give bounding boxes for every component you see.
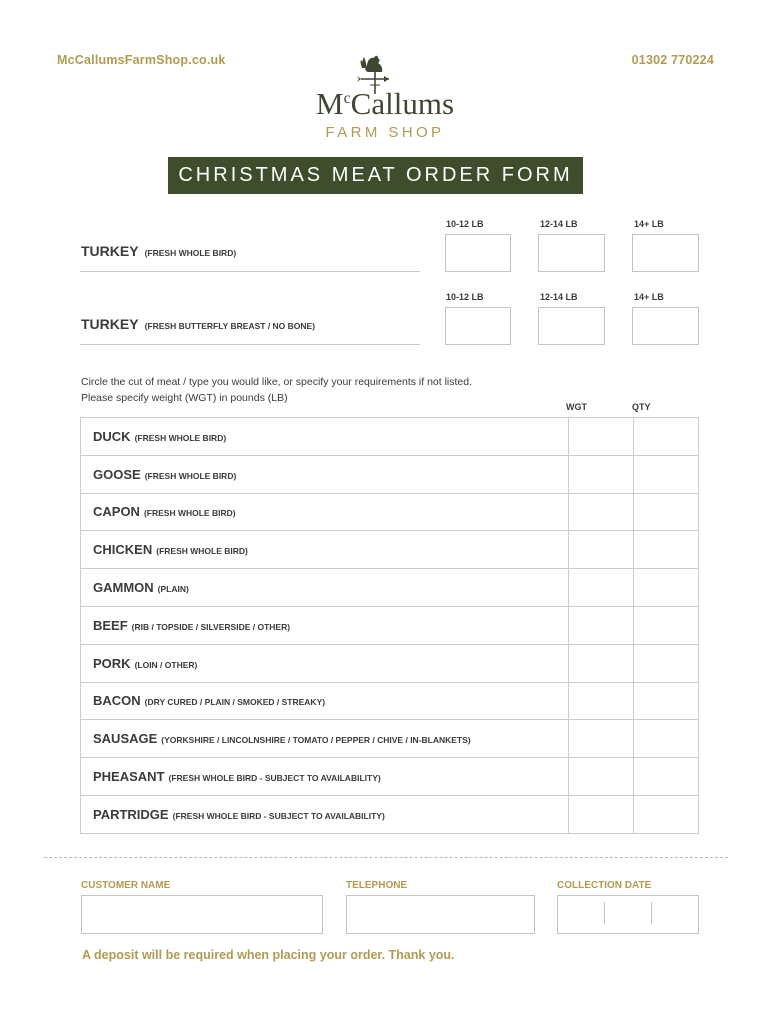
meat-name-cell <box>81 795 569 833</box>
meat-name-cell <box>81 531 569 569</box>
turkey-butterfly-note: (FRESH BUTTERFLY BREAST / NO BONE) <box>144 321 316 331</box>
table-row <box>81 531 699 569</box>
logo-wordmark <box>0 86 770 122</box>
logo-mc: M <box>315 86 344 121</box>
turkey-whole-underline <box>80 271 420 272</box>
quantity-input-cell[interactable] <box>634 531 699 569</box>
meat-note: (FRESH WHOLE BIRD) <box>143 508 236 519</box>
date-divider-2 <box>651 902 652 924</box>
meat-note: (FRESH WHOLE BIRD - SUBJECT TO AVAILABILITY) <box>168 773 381 784</box>
quantity-input-cell[interactable] <box>634 569 699 607</box>
table-row <box>81 758 699 796</box>
telephone-label: TELEPHONE <box>346 880 408 891</box>
quantity-input-cell[interactable] <box>634 720 699 758</box>
col-header-qty: QTY <box>632 402 651 412</box>
turkey-whole-10-12-box[interactable] <box>445 234 511 272</box>
meat-order-table <box>80 417 699 834</box>
table-row <box>81 493 699 531</box>
turkey-butterfly-name: TURKEY <box>81 316 139 332</box>
turkey-whole-note: (FRESH WHOLE BIRD) <box>144 248 237 258</box>
meat-name: DUCK <box>93 428 131 444</box>
dashed-separator <box>44 857 728 858</box>
meat-name-cell <box>81 606 569 644</box>
meat-note: (FRESH WHOLE BIRD) <box>144 470 237 481</box>
turkey-whole-12-14-box[interactable] <box>538 234 605 272</box>
deposit-note: A deposit will be required when placing your order. Thank you. <box>82 948 455 962</box>
meat-name: PARTRIDGE <box>93 806 169 822</box>
weight-input-cell[interactable] <box>569 682 634 720</box>
quantity-input-cell[interactable] <box>634 493 699 531</box>
turkey-butterfly-12-14-box[interactable] <box>538 307 605 345</box>
weight-input-cell[interactable] <box>569 644 634 682</box>
telephone-field[interactable] <box>346 895 535 934</box>
logo-c: c <box>343 90 351 107</box>
meat-name-cell <box>81 418 569 456</box>
col-header-wgt: WGT <box>566 402 587 412</box>
meat-note: (RIB / TOPSIDE / SILVERSIDE / OTHER) <box>131 621 291 632</box>
turkey-butterfly-label <box>81 316 315 332</box>
table-row <box>81 644 699 682</box>
meat-name-cell <box>81 493 569 531</box>
quantity-input-cell[interactable] <box>634 758 699 796</box>
table-row <box>81 569 699 607</box>
weight-input-cell[interactable] <box>569 493 634 531</box>
weight-input-cell[interactable] <box>569 455 634 493</box>
meat-note: (LOIN / OTHER) <box>134 659 198 670</box>
meat-name-cell <box>81 682 569 720</box>
weight-input-cell[interactable] <box>569 720 634 758</box>
size-label-10-12: 10-12 LB <box>446 219 484 229</box>
logo-callums: Callums <box>350 86 455 121</box>
meat-name: SAUSAGE <box>93 731 158 747</box>
quantity-input-cell[interactable] <box>634 455 699 493</box>
table-row <box>81 606 699 644</box>
quantity-input-cell[interactable] <box>634 795 699 833</box>
form-title-banner: CHRISTMAS MEAT ORDER FORM <box>168 157 583 194</box>
size-label-14-plus: 14+ LB <box>634 292 664 302</box>
meat-name: PORK <box>93 655 131 671</box>
turkey-butterfly-10-12-box[interactable] <box>445 307 511 345</box>
customer-name-label: CUSTOMER NAME <box>81 880 171 891</box>
logo-subtitle: FARM SHOP <box>325 124 445 141</box>
instructions <box>81 374 472 406</box>
weight-input-cell[interactable] <box>569 531 634 569</box>
quantity-input-cell[interactable] <box>634 606 699 644</box>
customer-name-field[interactable] <box>81 895 323 934</box>
instructions-line-1: Circle the cut of meat / type you would like, or specify your requirements if not listed. <box>81 376 473 388</box>
weight-input-cell[interactable] <box>569 418 634 456</box>
turkey-whole-14-plus-box[interactable] <box>632 234 699 272</box>
weight-input-cell[interactable] <box>569 795 634 833</box>
website-link[interactable]: McCallumsFarmShop.co.uk <box>57 53 226 67</box>
quantity-input-cell[interactable] <box>634 682 699 720</box>
size-label-10-12: 10-12 LB <box>446 292 484 302</box>
weight-input-cell[interactable] <box>569 606 634 644</box>
meat-note: (FRESH WHOLE BIRD) <box>156 546 248 557</box>
table-row <box>81 682 699 720</box>
meat-name: BEEF <box>93 617 128 633</box>
collection-date-field[interactable] <box>557 895 699 934</box>
weight-input-cell[interactable] <box>569 758 634 796</box>
meat-name: BACON <box>93 693 141 709</box>
meat-note: (DRY CURED / PLAIN / SMOKED / STREAKY) <box>144 697 326 708</box>
quantity-input-cell[interactable] <box>634 418 699 456</box>
meat-name-cell <box>81 644 569 682</box>
meat-note: (FRESH WHOLE BIRD) <box>134 432 227 443</box>
phone-number: 01302 770224 <box>631 53 714 67</box>
meat-name: PHEASANT <box>93 769 165 785</box>
meat-name: GOOSE <box>93 466 141 482</box>
meat-name: CAPON <box>93 504 140 520</box>
meat-name-cell <box>81 720 569 758</box>
meat-note: (YORKSHIRE / LINCOLNSHIRE / TOMATO / PEPPER / CHIVE / IN-BLANKETS) <box>161 735 471 746</box>
meat-name-cell <box>81 455 569 493</box>
size-label-12-14: 12-14 LB <box>540 292 578 302</box>
instructions-line-2: Please specify weight (WGT) in pounds (LB) <box>81 392 288 404</box>
meat-note: (PLAIN) <box>157 584 189 595</box>
quantity-input-cell[interactable] <box>634 644 699 682</box>
weight-input-cell[interactable] <box>569 569 634 607</box>
meat-note: (FRESH WHOLE BIRD - SUBJECT TO AVAILABILITY) <box>172 810 385 821</box>
date-divider-1 <box>604 902 605 924</box>
meat-name-cell <box>81 758 569 796</box>
table-row <box>81 795 699 833</box>
collection-date-label: COLLECTION DATE <box>557 880 652 891</box>
meat-name-cell <box>81 569 569 607</box>
table-row <box>81 455 699 493</box>
size-label-12-14: 12-14 LB <box>540 219 578 229</box>
size-label-14-plus: 14+ LB <box>634 219 664 229</box>
turkey-butterfly-underline <box>80 344 420 345</box>
turkey-butterfly-14-plus-box[interactable] <box>632 307 699 345</box>
table-row <box>81 720 699 758</box>
meat-name: CHICKEN <box>93 542 153 558</box>
table-row <box>81 418 699 456</box>
turkey-whole-label <box>81 243 236 259</box>
meat-name: GAMMON <box>93 580 154 596</box>
turkey-whole-name: TURKEY <box>81 243 139 259</box>
